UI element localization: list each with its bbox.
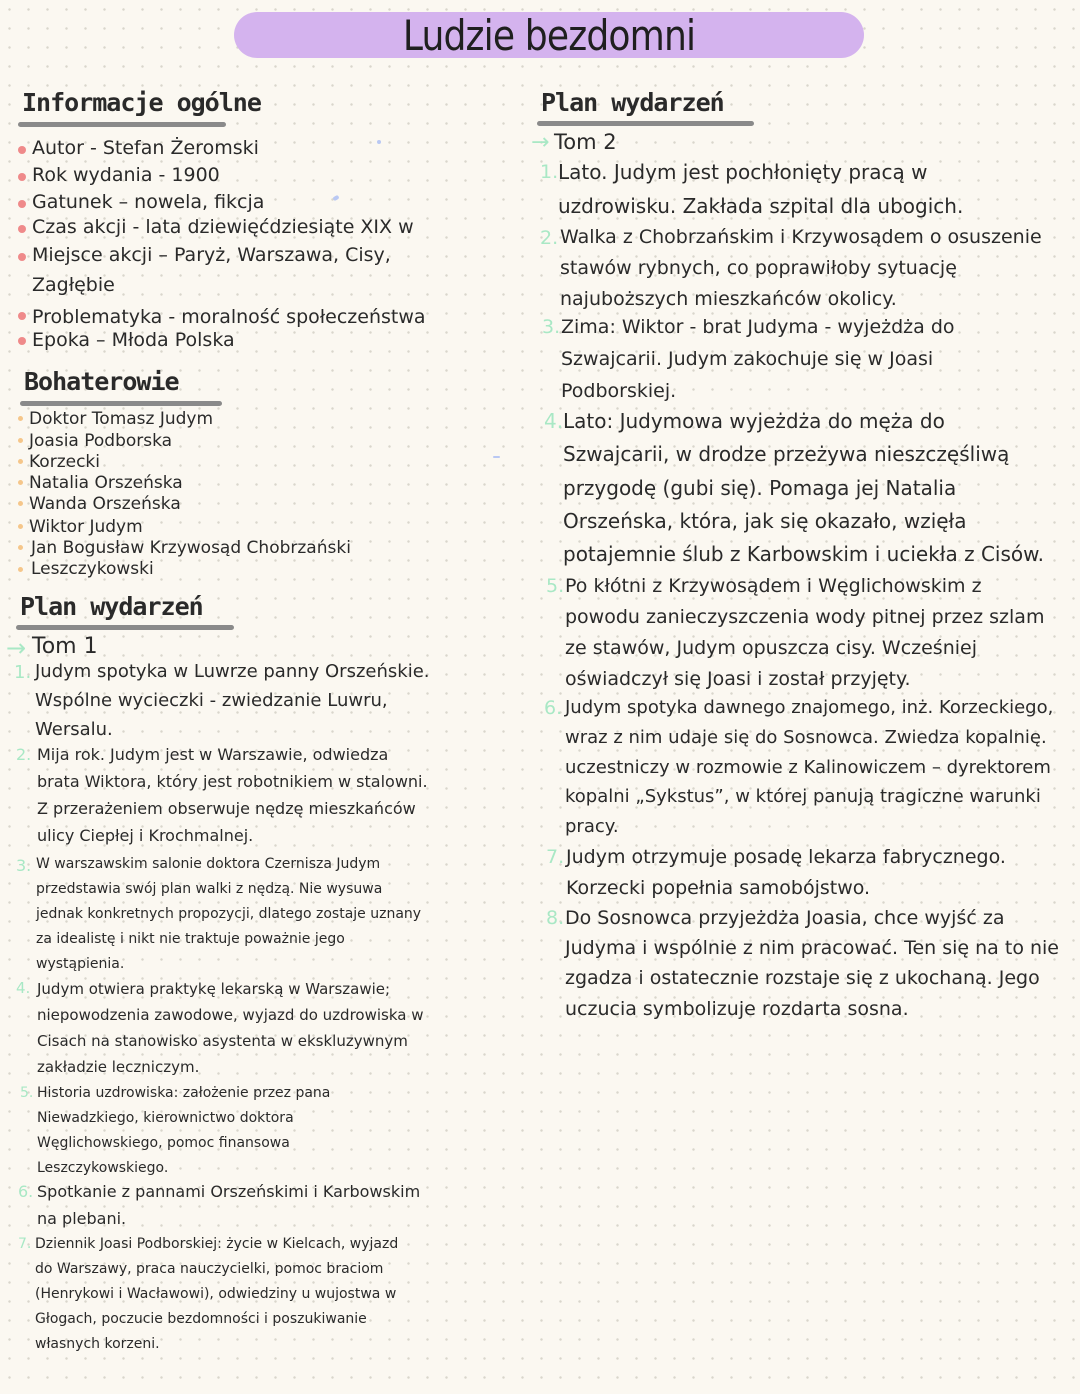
info-item: Czas akcji - lata dziewięćdziesiąte XIX w	[32, 216, 414, 238]
bullet-dot	[18, 545, 23, 550]
info-heading: Informacje ogólne	[22, 88, 261, 117]
event-number: 3.	[16, 856, 32, 875]
event-line: uzdrowisku. Zakłada szpital dla ubogich.	[558, 194, 964, 218]
plan2-heading: Plan wydarzeń	[541, 88, 724, 117]
character-item: Joasia Podborska	[29, 431, 173, 451]
event-line: Walka z Chobrzańskim i Krzywosądem o osuszenie	[560, 226, 1042, 248]
event-number: 6.	[18, 1182, 34, 1201]
event-line: wystąpienia.	[36, 956, 125, 972]
bullet-dot	[18, 524, 23, 529]
characters-heading-underline	[20, 401, 222, 406]
event-number: 2.	[540, 227, 559, 249]
event-line: za idealistę i nikt nie traktuje poważnie jego	[36, 931, 345, 947]
event-line: pracy.	[565, 816, 619, 837]
ink-speck	[493, 456, 500, 458]
info-item: Gatunek – nowela, fikcja	[32, 191, 265, 213]
event-number: 5.	[20, 1085, 34, 1101]
bullet-dot	[18, 312, 26, 320]
bullet-dot	[18, 438, 23, 443]
bullet-dot	[18, 253, 26, 261]
arrow-icon: →	[531, 130, 550, 155]
event-line: niepowodzenia zawodowe, wyjazd do uzdrowiska w	[37, 1006, 424, 1024]
event-line: Dziennik Joasi Podborskiej: życie w Kielcach, wyjazd	[35, 1236, 399, 1252]
event-number: 2.	[16, 745, 32, 764]
event-line: Zima: Wiktor - brat Judyma - wyjeżdża do	[561, 316, 955, 338]
bullet-dot	[18, 146, 26, 154]
character-item: Wanda Orszeńska	[29, 494, 181, 514]
event-line: brata Wiktora, który jest robotnikiem w stalowni.	[37, 772, 428, 791]
event-line: uczestniczy w rozmowie z Kalinowiczem – dyrektorem	[565, 757, 1051, 778]
character-item: Doktor Tomasz Judym	[29, 409, 214, 429]
event-number: 7.	[18, 1236, 32, 1252]
event-number: 6.	[544, 697, 563, 719]
event-line: Judyma i wspólnie z nim pracować. Ten się na to nie	[565, 937, 1059, 959]
plan2-volume: Tom 2	[554, 130, 617, 154]
event-line: Szwajcarii. Judym zakochuje się w Joasi	[561, 348, 934, 370]
event-line: ze stawów, Judym opuszcza cisy. Wcześniej	[565, 637, 977, 659]
info-item: Rok wydania - 1900	[32, 164, 220, 186]
event-line: Orszeńska, która, jak się okazało, wzięła	[563, 509, 967, 533]
event-line: powodu zanieczyszczenia wody pitnej przez szlam	[565, 606, 1045, 628]
event-line: Węglichowskiego, pomoc finansowa	[37, 1135, 290, 1151]
character-item: Natalia Orszeńska	[29, 473, 183, 493]
page-title: Ludzie bezdomni	[402, 11, 696, 60]
event-line: Wspólne wycieczki - zwiedzanie Luwru,	[35, 690, 388, 711]
bullet-dot	[18, 501, 23, 506]
event-line: na plebani.	[37, 1209, 127, 1228]
info-item: Zagłębie	[32, 274, 115, 296]
event-number: 8.	[546, 907, 565, 929]
event-line: jednak konkretnych propozycji, dlatego zostaje uznany	[36, 906, 422, 922]
characters-heading: Bohaterowie	[24, 367, 179, 396]
event-line: oświadczył się Joasi i został przyjęty.	[565, 668, 911, 690]
event-number: 4.	[544, 409, 564, 433]
plan2-heading-underline	[537, 121, 754, 126]
event-line: zakładzie leczniczym.	[37, 1058, 200, 1076]
info-heading-underline	[18, 122, 226, 127]
ink-speck	[377, 140, 381, 144]
event-line: przygodę (gubi się). Pomaga jej Natalia	[563, 476, 957, 500]
plan1-volume: Tom 1	[32, 634, 98, 659]
character-item: Leszczykowski	[31, 559, 154, 579]
event-line: potajemnie ślub z Karbowskim i uciekła z Cisów.	[563, 542, 1044, 566]
bullet-dot	[18, 337, 26, 345]
event-line: Głogach, poczucie bezdomności i poszukiwanie	[35, 1311, 367, 1327]
event-line: Judym otwiera praktykę lekarską w Warszawie;	[37, 980, 391, 998]
event-line: Judym spotyka dawnego znajomego, inż. Korzeckiego,	[565, 697, 1054, 718]
info-item: Autor - Stefan Żeromski	[32, 137, 259, 159]
event-line: Lato. Judym jest pochłonięty pracą w	[558, 160, 928, 184]
character-item: Korzecki	[29, 452, 100, 472]
event-line: Szwajcarii, w drodze przeżywa nieszczęśliwą	[563, 442, 1010, 466]
bullet-dot	[18, 459, 23, 464]
event-line: (Henrykowi i Wacławowi), odwiedziny u wujostwa w	[35, 1286, 397, 1302]
info-item: Miejsce akcji – Paryż, Warszawa, Cisy,	[32, 244, 391, 266]
event-line: najuboższych mieszkańców okolicy.	[560, 288, 897, 310]
event-line: Korzecki popełnia samobójstwo.	[566, 877, 871, 899]
event-line: własnych korzeni.	[35, 1336, 160, 1352]
event-line: Spotkanie z pannami Orszeńskimi i Karbowskim	[37, 1182, 421, 1201]
event-number: 4.	[16, 979, 31, 997]
event-line: W warszawskim salonie doktora Czernisza Judym	[36, 856, 381, 872]
event-line: Podborskiej.	[561, 380, 677, 402]
event-line: Cisach na stanowisko asystenta w ekskluzywnym	[37, 1032, 408, 1050]
event-line: Z przerażeniem obserwuje nędzę mieszkańców	[37, 799, 416, 818]
plan1-heading: Plan wydarzeń	[20, 592, 203, 621]
event-line: zgadza i ostatecznie rozstaje się z ukochaną. Jego	[565, 967, 1040, 989]
bullet-dot	[18, 480, 23, 485]
event-number: 7.	[546, 846, 565, 868]
event-line: uczucia symbolizuje rozdarta sosna.	[565, 998, 909, 1020]
event-line: przedstawia swój plan walki z nędzą. Nie wysuwa	[36, 881, 383, 897]
ink-speck	[332, 195, 339, 201]
event-line: kopalni „Sykstus”, w której panują tragiczne warunki	[565, 786, 1041, 807]
character-item: Jan Bogusław Krzywosąd Chobrzański	[31, 538, 351, 558]
event-number: 1.	[14, 662, 32, 683]
event-line: stawów rybnych, co poprawiłoby sytuację	[560, 257, 957, 279]
event-line: Mija rok. Judym jest w Warszawie, odwiedza	[37, 745, 389, 764]
event-line: ulicy Ciepłej i Krochmalnej.	[37, 826, 254, 845]
event-number: 1.	[540, 161, 559, 183]
arrow-icon: →	[6, 634, 27, 662]
plan1-heading-underline	[16, 625, 234, 630]
event-number: 5.	[546, 575, 565, 597]
bullet-dot	[18, 173, 26, 181]
event-line: Do Sosnowca przyjeżdża Joasia, chce wyjść za	[565, 907, 1005, 929]
event-line: Judym spotyka w Luwrze panny Orszeńskie.	[35, 661, 430, 682]
bullet-dot	[18, 200, 26, 208]
event-line: Judym otrzymuje posadę lekarza fabrycznego.	[566, 846, 1006, 868]
event-line: Leszczykowskiego.	[37, 1160, 169, 1176]
event-line: Niewadzkiego, kierownictwo doktora	[37, 1110, 294, 1126]
event-line: Lato: Judymowa wyjeżdża do męża do	[563, 409, 945, 433]
event-number: 3.	[542, 316, 561, 338]
info-item: Epoka – Młoda Polska	[32, 329, 235, 351]
bullet-dot	[18, 567, 23, 572]
event-line: do Warszawy, praca nauczycielki, pomoc braciom	[35, 1261, 384, 1277]
event-line: Wersalu.	[35, 719, 113, 740]
bullet-dot	[18, 225, 26, 233]
info-item: Problematyka - moralność społeczeństwa	[32, 306, 426, 328]
event-line: wraz z nim udaje się do Sosnowca. Zwiedza kopalnię.	[565, 727, 1047, 748]
bullet-dot	[18, 416, 23, 421]
event-line: Historia uzdrowiska: założenie przez pana	[37, 1085, 331, 1101]
character-item: Wiktor Judym	[29, 517, 143, 537]
event-line: Po kłótni z Krzywosądem i Węglichowskim z	[565, 575, 982, 597]
